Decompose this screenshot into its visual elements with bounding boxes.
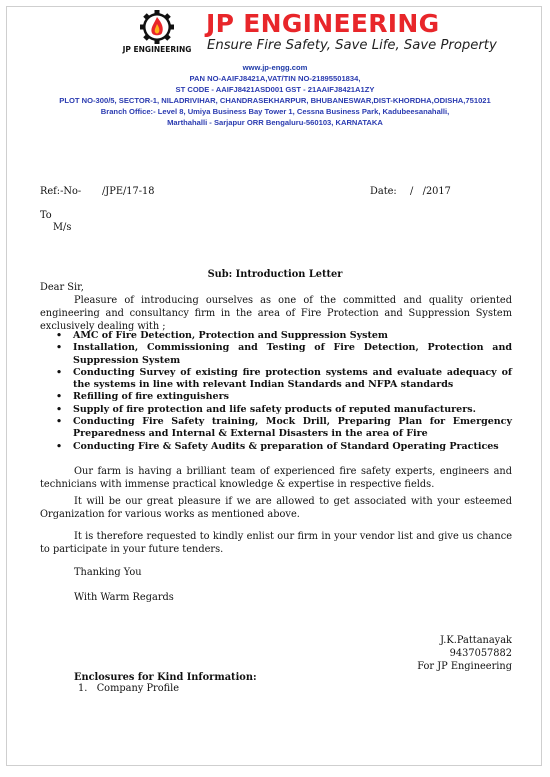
- ref-label: Ref:-No-: [40, 186, 82, 197]
- bullet-icon: •: [56, 366, 63, 378]
- company-name: JP ENGINEERING: [206, 9, 440, 38]
- service-item: • Conducting Fire Safety training, Mock Drill, Preparing Plan for Emergency Preparedness and Internal & External Disasters in the area of Fire: [56, 416, 512, 440]
- signatory-name: J.K.Pattanayak: [440, 635, 512, 646]
- salutation: Dear Sir,: [40, 282, 84, 293]
- bullet-icon: •: [56, 342, 63, 354]
- subject-line: Sub: Introduction Letter: [207, 269, 343, 280]
- ref-value: /JPE/17-18: [102, 186, 155, 197]
- enclosures-list: [78, 682, 179, 695]
- branch-office-line-1: Branch Office:- Level 8, Umiya Business Bay Tower 1, Cessna Business Park, Kadubeesanahalli,: [100, 107, 450, 116]
- service-item: • Supply of fire protection and life safety products of reputed manufacturers.: [56, 403, 476, 415]
- company-tagline: Ensure Fire Safety, Save Life, Save Property: [207, 38, 497, 53]
- bullet-icon: •: [56, 391, 63, 403]
- enclosures-heading: Enclosures for Kind Information:: [74, 672, 257, 683]
- service-item: • Conducting Fire & Safety Audits & preparation of Standard Operating Practices: [56, 440, 499, 452]
- date-value: / /2017: [410, 186, 451, 197]
- request-paragraph: It is therefore requested to kindly enlist our firm in your vendor list and give us chance to participate in your future tenders.: [40, 531, 512, 555]
- association-paragraph: It will be our great pleasure if we are allowed to get associated with your esteemed Organization for various works as mentioned above.: [40, 496, 512, 520]
- branch-office-line-2: Marthahalli - Sarjapur ORR Bengaluru-560103, KARNATAKA: [167, 118, 383, 127]
- bullet-icon: •: [56, 416, 63, 428]
- service-item: • Conducting Survey of existing fire protection systems and evaluate adequacy of the systems in line with relevant Indian Standards and NFPA standards: [56, 366, 512, 391]
- team-paragraph: Our farm is having a brilliant team of experienced fire safety experts, engineers and technicians with immense practical knowledge & expertise in respective fields.: [40, 466, 512, 490]
- st-gst-line: ST CODE - AAIFJ8421ASD001 GST - 21AAIFJ8421A1ZY: [175, 85, 375, 94]
- recipient-name: M/s: [53, 222, 72, 233]
- service-item: • AMC of Fire Detection, Protection and Suppression System: [56, 330, 388, 341]
- head-office-address: PLOT NO-300/5, SECTOR-1, NILADRIVIHAR, CHANDRASEKHARPUR, BHUBANESWAR,DIST-KHORDHA,ODISHA,751021: [59, 96, 491, 105]
- service-item: • Installation, Commissioning and Testing of Fire Detection, Protection and Suppression System: [56, 342, 512, 366]
- signatory-phone: 9437057882: [449, 648, 512, 659]
- pan-vat-line: PAN NO-AAIFJ8421A,VAT/TIN NO-21895501834,: [189, 74, 361, 83]
- logo-text: JP ENGINEERING: [122, 45, 192, 54]
- company-website-link[interactable]: www.jp-engg.com: [242, 63, 308, 72]
- warm-regards: With Warm Regards: [74, 592, 174, 603]
- bullet-icon: •: [56, 403, 63, 415]
- company-logo: [117, 9, 197, 55]
- bullet-icon: •: [56, 330, 63, 341]
- thanking-you: Thanking You: [74, 567, 142, 578]
- enclosure-item: 1. Company Profile: [78, 683, 180, 694]
- bullet-icon: •: [56, 440, 63, 452]
- date-label: Date:: [370, 186, 397, 197]
- services-list: [40, 330, 512, 453]
- service-item: • Refilling of fire extinguishers: [56, 391, 229, 403]
- intro-paragraph: Pleasure of introducing ourselves as one of the committed and quality oriented engineering and consultancy firm in the area of Fire Protection and Suppression System exclusively dealing with ;: [40, 295, 512, 332]
- to-label: To: [40, 210, 52, 221]
- signatory-organization: For JP Engineering: [417, 661, 512, 672]
